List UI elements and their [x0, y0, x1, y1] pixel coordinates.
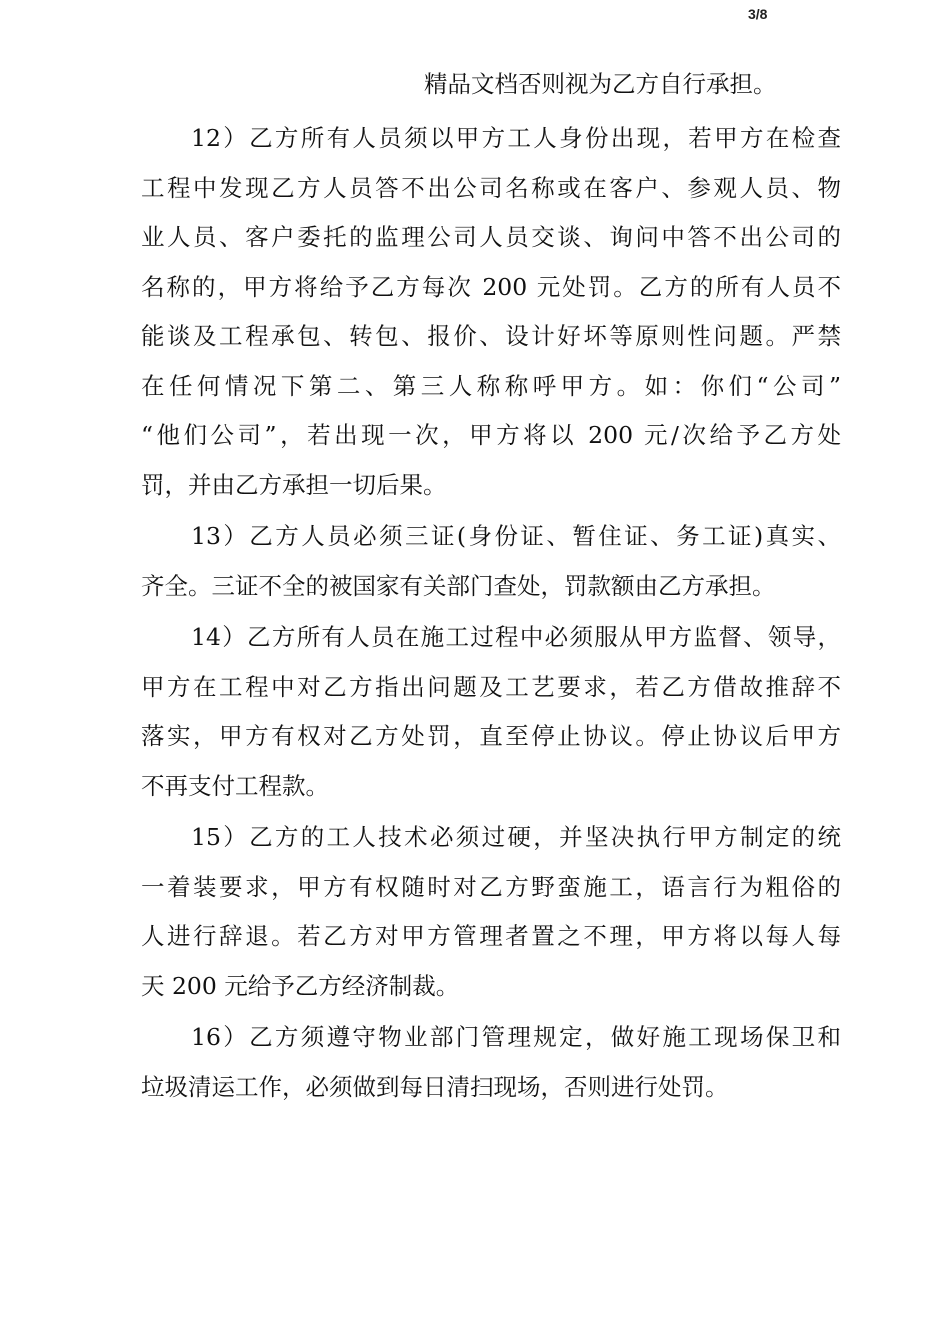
text-line: 天 200 元给予乙方经济制裁。	[141, 971, 460, 1000]
text-line: 垃圾清运工作，必须做到每日清扫现场，否则进行处罚。	[141, 1072, 729, 1101]
text-line: 一着装要求，甲方有权随时对乙方野蛮施工，语言行为粗俗的	[141, 872, 841, 901]
text-line: “他们公司”，若出现一次，甲方将以 200 元/次给予乙方处	[141, 421, 841, 449]
text-line: 落实，甲方有权对乙方处罚，直至停止协议。停止协议后甲方	[141, 722, 841, 750]
text-line: 15）乙方的工人技术必须过硬，并坚决执行甲方制定的统	[191, 823, 841, 851]
text-line: 罚，并由乙方承担一切后果。	[141, 470, 447, 499]
paragraph-15	[141, 813, 841, 1011]
text-line: 12）乙方所有人员须以甲方工人身份出现，若甲方在检查	[191, 124, 841, 152]
text-line: 工程中发现乙方人员答不出公司名称或在客户、参观人员、物	[141, 173, 841, 202]
text-line: 在任何情况下第二、第三人称称呼甲方。如：你们“公司”	[141, 371, 841, 400]
text-line: 不再支付工程款。	[141, 771, 329, 800]
text-line: 16）乙方须遵守物业部门管理规定，做好施工现场保卫和	[191, 1023, 841, 1051]
text-line: 业人员、客户委托的监理公司人员交谈、询问中答不出公司的	[141, 223, 841, 251]
document-body	[141, 114, 841, 1114]
text-line: 齐全。三证不全的被国家有关部门查处，罚款额由乙方承担。	[141, 571, 776, 600]
paragraph-14	[141, 613, 841, 811]
text-line: 13）乙方人员必须三证(身份证、暂住证、务工证)真实、	[191, 522, 841, 550]
paragraph-12	[141, 114, 841, 510]
paragraph-16	[141, 1013, 841, 1112]
text-line: 能谈及工程承包、转包、报价、设计好坏等原则性问题。严禁	[141, 322, 841, 350]
text-line: 人进行辞退。若乙方对甲方管理者置之不理，甲方将以每人每	[141, 922, 841, 950]
text-line: 甲方在工程中对乙方指出问题及工艺要求，若乙方借故推辞不	[141, 672, 841, 701]
text-line: 14）乙方所有人员在施工过程中必须服从甲方监督、领导，	[191, 623, 841, 651]
page-number: 3/8	[748, 6, 768, 22]
paragraph-13	[141, 512, 841, 611]
header-line: 精品文档否则视为乙方自行承担。	[424, 70, 777, 98]
text-line: 名称的，甲方将给予乙方每次 200 元处罚。乙方的所有人员不	[141, 272, 841, 301]
